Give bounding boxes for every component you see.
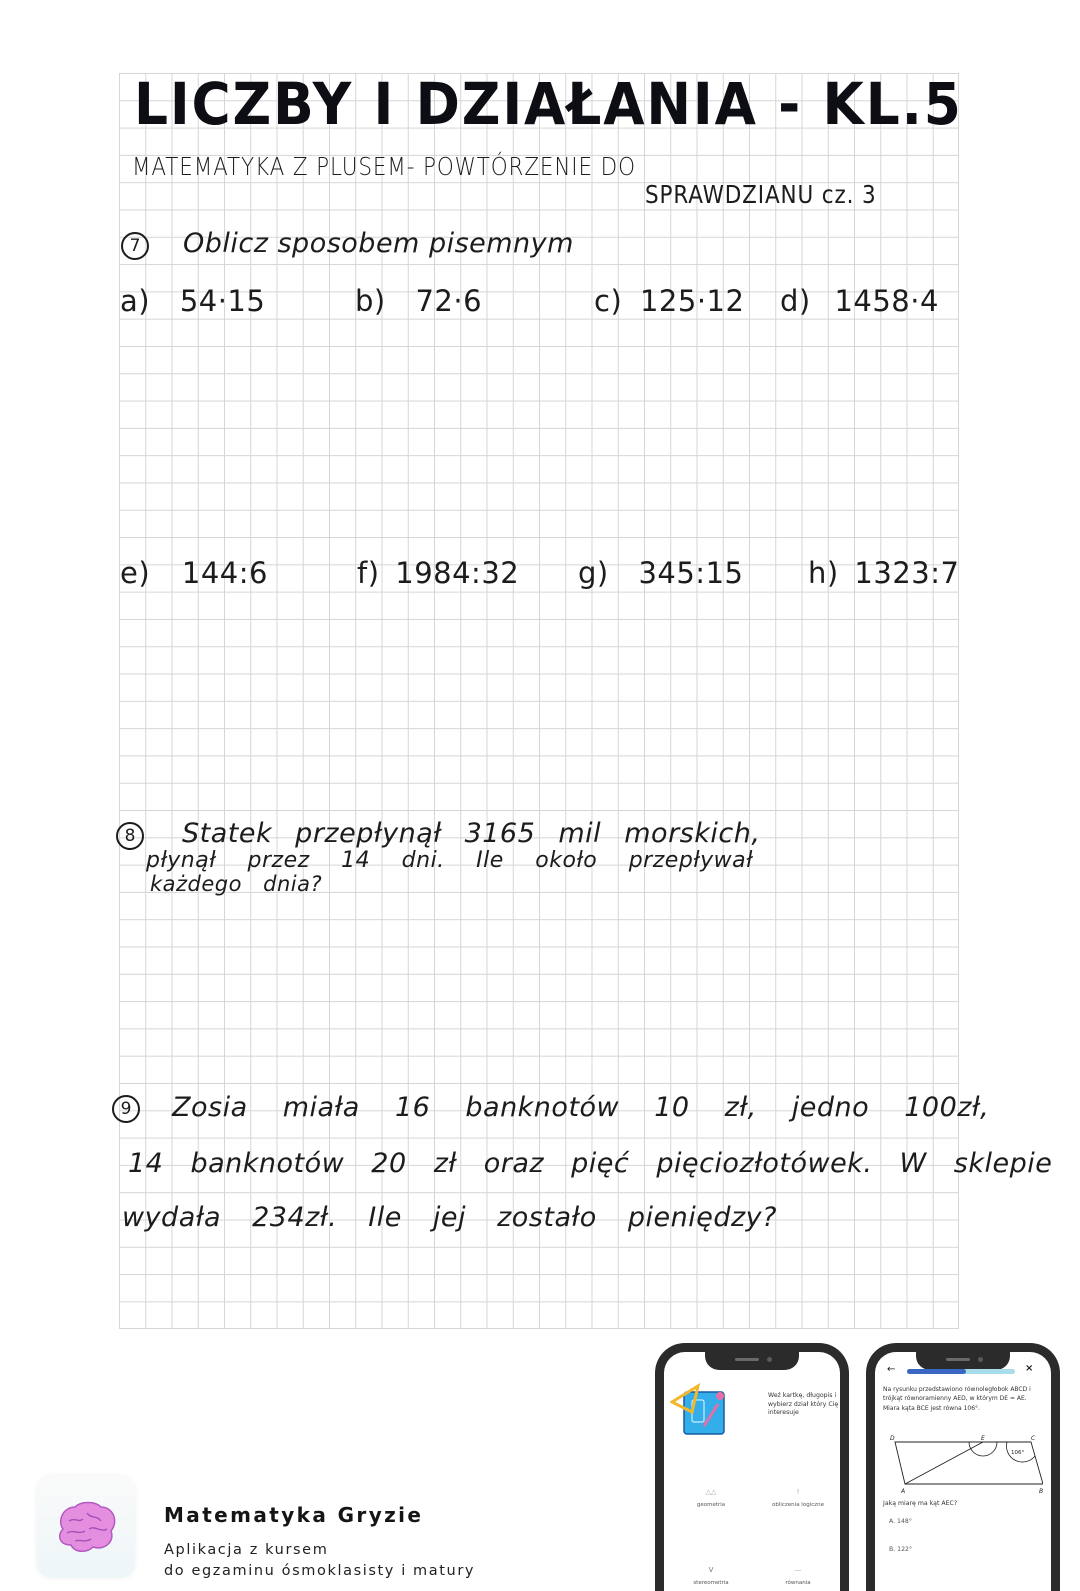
brand-name: Matematyka Gryzie	[164, 1503, 424, 1527]
task-text-line: każdego dnia?	[150, 872, 323, 896]
app-icon[interactable]	[37, 1476, 135, 1578]
vertex-label-e: E	[981, 1435, 985, 1442]
expression-h	[808, 556, 959, 590]
answer-option[interactable]: A. 148°	[889, 1518, 912, 1525]
parallelogram-figure	[883, 1432, 1043, 1494]
vertex-label-b: B	[1039, 1488, 1043, 1494]
grid-paper	[119, 73, 959, 1329]
page-subtitle-line1: MATEMATYKA Z PLUSEM- POWTÓRZENIE DO	[132, 152, 636, 181]
phone-notch	[705, 1350, 799, 1370]
expression-label: c)	[594, 284, 623, 318]
expression-c	[594, 284, 744, 318]
answer-option[interactable]: B. 122°	[889, 1546, 913, 1553]
expression-value: 345:15	[638, 556, 744, 590]
question-text: Na rysunku przedstawiono równoległobok ABCD i trójkąt równoramienny AED, w którym DE = AE. Miara kąta BCE jest równa 106°.	[883, 1386, 1031, 1412]
phone-notch	[916, 1350, 1010, 1370]
progress-bar	[907, 1369, 1015, 1374]
category-geometry[interactable]: geometria	[696, 1502, 726, 1508]
expression-value: 1458·4	[834, 284, 939, 318]
page-subtitle-line2: SPRAWDZIANU cz. 3	[645, 180, 877, 209]
task-text-line: płynął przez 14 dni. Ile około przepływał	[146, 848, 753, 873]
expression-label: b)	[355, 284, 386, 318]
task-text-line: Zosia miała 16 banknotów 10 zł, jedno 100zł,	[172, 1092, 990, 1123]
expression-b	[355, 284, 482, 318]
expression-label: a)	[120, 284, 151, 318]
expression-label: g)	[578, 556, 609, 590]
expression-g	[578, 556, 743, 590]
vertex-label-a: A	[901, 1488, 906, 1494]
category-logic[interactable]: obliczenia logiczne	[771, 1502, 825, 1508]
phone-mockup-categories	[655, 1343, 849, 1591]
expression-value: 1323:7	[854, 556, 960, 590]
brain-icon	[53, 1499, 119, 1555]
phone-mockup-question	[866, 1343, 1060, 1591]
task-instruction: Oblicz sposobem pisemnym	[183, 228, 574, 259]
expression-label: d)	[780, 284, 811, 318]
stereometry-icon: V	[708, 1566, 714, 1574]
task-text-line: 14 banknotów 20 zł oraz pięć pięciozłotówek. W sklepie	[128, 1148, 1053, 1179]
expression-value: 144:6	[181, 556, 268, 590]
expression-value: 1984:32	[395, 556, 520, 590]
expression-e	[120, 556, 268, 590]
brand-tagline	[164, 1540, 475, 1582]
category-stereometry[interactable]: stereometria	[693, 1580, 729, 1586]
task-text-line: Statek przepłynął 3165 mil morskich,	[182, 818, 761, 849]
page-title: LICZBY I DZIAŁANIA - KL.5	[134, 70, 963, 138]
phone-prompt: Weź kartkę, długopis i wybierz dział który Cię interesuje	[768, 1392, 839, 1416]
expression-d	[780, 284, 939, 318]
expression-label: h)	[808, 556, 839, 590]
tagline-line: do egzaminu ósmoklasisty i matury	[164, 1563, 476, 1579]
close-icon[interactable]: ×	[1025, 1363, 1034, 1374]
expression-f	[357, 556, 519, 590]
vertex-label-d: D	[890, 1435, 895, 1442]
expression-a	[120, 284, 265, 318]
task-number-badge: 7	[121, 232, 149, 260]
expression-value: 54·15	[179, 284, 266, 318]
angle-label: 106°	[1011, 1450, 1025, 1456]
category-equations[interactable]: równania	[785, 1580, 811, 1586]
task-number-badge: 9	[112, 1095, 140, 1123]
expression-value: 125·12	[639, 284, 745, 318]
task-text-line: wydała 234zł. Ile jej zostało pieniędzy?	[122, 1202, 777, 1233]
logic-icon: !	[796, 1488, 800, 1496]
expression-label: e)	[120, 556, 151, 590]
question-ask: Jaką miarę ma kąt AEC?	[883, 1500, 958, 1507]
notebook-illustration-icon	[670, 1382, 730, 1438]
equations-icon: —	[794, 1566, 802, 1574]
task-number-badge: 8	[116, 822, 144, 850]
progress-fill	[907, 1369, 966, 1374]
back-arrow-icon[interactable]: ←	[887, 1364, 896, 1375]
expression-value: 72·6	[415, 284, 483, 318]
geometry-icon: △△	[705, 1488, 717, 1496]
expression-label: f)	[357, 556, 380, 590]
tagline-line: Aplikacja z kursem	[164, 1542, 329, 1558]
vertex-label-c: C	[1031, 1435, 1036, 1442]
